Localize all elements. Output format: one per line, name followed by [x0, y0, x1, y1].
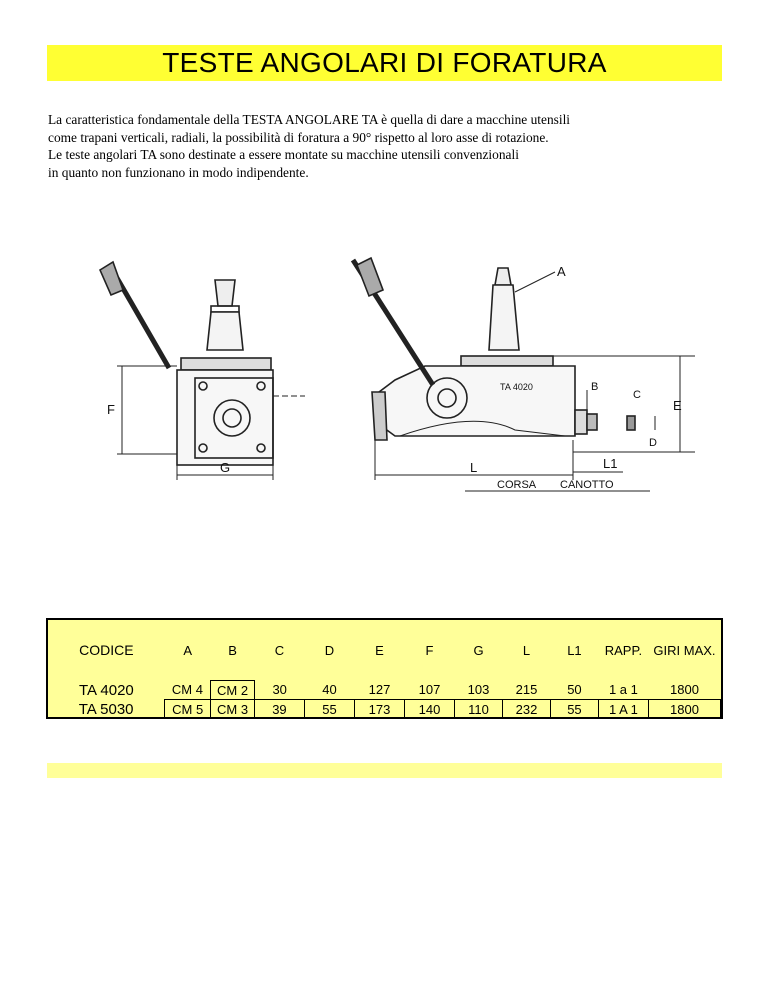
cell-f: 107 [418, 682, 441, 698]
cell-c: 30 [272, 682, 287, 698]
drawing-label-l1: L1 [603, 456, 618, 471]
header-l: L [522, 642, 531, 658]
intro-line: in quanto non funzionano in modo indipendente. [48, 164, 309, 180]
cell-l: 215 [515, 682, 538, 698]
cell-g: 110 [455, 700, 503, 719]
cell-l1: 55 [550, 700, 598, 719]
table-row [48, 681, 721, 700]
header-rapp: RAPP. [604, 642, 643, 658]
cell-codice: TA 4020 [79, 681, 134, 699]
cell-f: 140 [405, 700, 455, 719]
technical-drawing [95, 240, 682, 500]
cell-a: CM 4 [171, 682, 203, 698]
drawing-label-c: C [633, 389, 641, 401]
cell-rapp: 1 a 1 [608, 682, 638, 698]
cell-b: CM 2 [211, 681, 255, 700]
drawing-label-l: L [470, 460, 478, 475]
drawing-label-canotto: CANOTTO [560, 479, 614, 491]
header-g: G [473, 642, 484, 658]
cell-e: 127 [368, 682, 391, 698]
header-a: A [183, 642, 193, 658]
drawing-label-g: G [220, 460, 231, 475]
cell-g: 103 [467, 682, 490, 698]
cell-d: 40 [322, 682, 337, 698]
intro-line: come trapani verticali, radiali, la possibilità di foratura a 90° rispetto al loro asse di rotazione. [48, 129, 549, 145]
footer-bar [47, 763, 722, 778]
drawing-label-f: F [107, 402, 115, 417]
header-b: B [228, 642, 237, 658]
cell-b: CM 3 [211, 700, 255, 719]
drawing-label-model: TA 4020 [500, 382, 533, 392]
title-bar [47, 45, 722, 81]
cell-giri-max: 1800 [648, 700, 720, 719]
cell-a: CM 5 [165, 700, 211, 719]
cell-rapp: 1 A 1 [598, 700, 648, 719]
cell-giri-max: 1800 [670, 682, 699, 698]
drawing-label-corsa: CORSA [497, 479, 537, 491]
header-e: E [375, 642, 384, 658]
header-giri-max: GIRI MAX. [653, 642, 716, 658]
drawing-label-e: E [673, 398, 682, 413]
header-d: D [324, 642, 335, 658]
drawing-label-a: A [557, 264, 566, 279]
cell-l1: 50 [567, 682, 582, 698]
header-f: F [425, 642, 434, 658]
table-row [48, 700, 721, 719]
cell-c: 39 [254, 700, 304, 719]
drawing-label-d: D [649, 437, 657, 449]
cell-e: 173 [354, 700, 404, 719]
page-title: TESTE ANGOLARI DI FORATURA [162, 47, 607, 78]
header-codice: CODICE [79, 642, 134, 659]
drawing-label-b: B [591, 381, 599, 393]
intro-line: Le teste angolari TA sono destinate a essere montate su macchine utensili convenzionali [48, 147, 519, 162]
intro-line: La caratteristica fondamentale della TESTA ANGOLARE TA è quella di dare a macchine utensili [48, 112, 571, 127]
cell-d: 55 [304, 700, 354, 719]
cell-l: 232 [503, 700, 551, 719]
intro-paragraph [48, 111, 728, 181]
cell-codice: TA 5030 [78, 700, 134, 718]
header-l1: L1 [567, 642, 582, 658]
header-c: C [274, 642, 285, 658]
spec-table [46, 618, 723, 719]
table-header-row [48, 620, 721, 681]
